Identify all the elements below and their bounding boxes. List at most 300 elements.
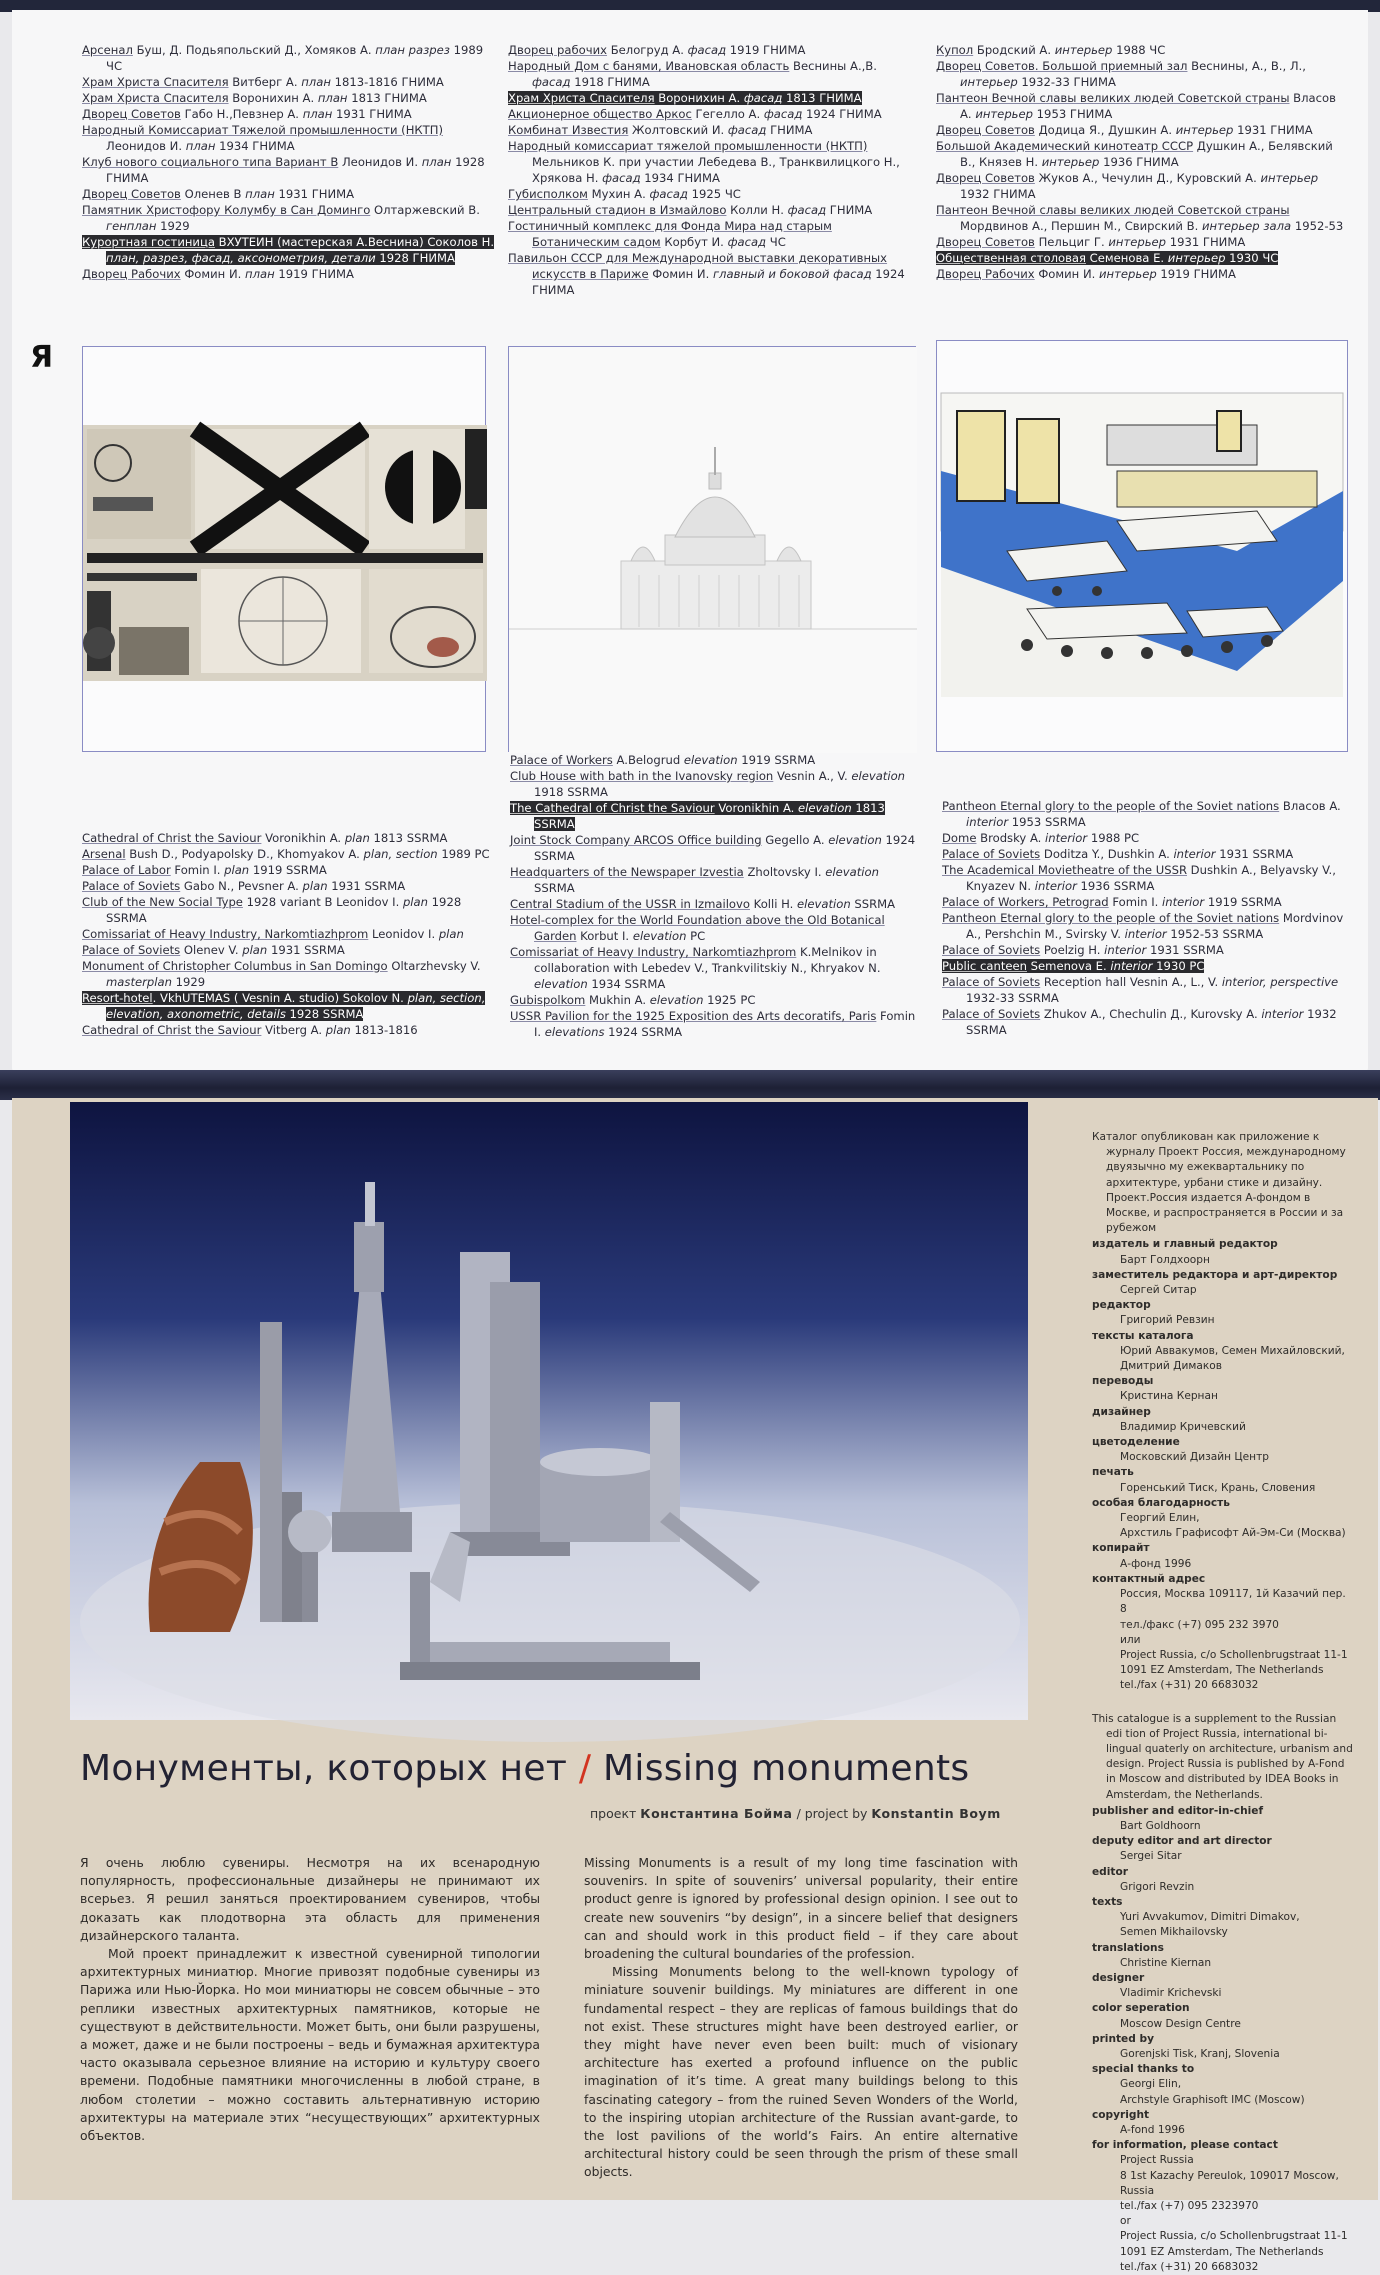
catalogue-entry: [942, 798, 1352, 830]
entry-year-source: 1928 SSRMA: [285, 1007, 364, 1021]
catalogue-entry: [508, 250, 918, 298]
en-catalogue-column-3: [942, 798, 1352, 1038]
credit-value: Project Russia: [1120, 2154, 1194, 2167]
entry-author: Додица Я., Душкин А.: [1034, 123, 1176, 137]
credit-label: контактный адрес: [1092, 1572, 1206, 1585]
entry-author: Гегелло А.: [691, 107, 764, 121]
credit-value: тел./факс (+7) 095 232 3970: [1120, 1618, 1279, 1631]
entry-type: фасад: [649, 187, 688, 201]
entry-title: Monument of Christopher Columbus in San Domingo: [82, 959, 388, 973]
entry-type: elevation: [825, 865, 879, 879]
entry-title: The Academical Movietheatre of the USSR: [942, 863, 1187, 877]
credit-value: Кристина Кернан: [1120, 1390, 1218, 1403]
entry-title: Народный Дом с банями, Ивановская область: [508, 59, 790, 73]
catalogue-entry-text: [936, 171, 1318, 201]
entry-type: plan: [344, 831, 370, 845]
monuments-photo: [70, 1102, 1028, 1720]
catalogue-entry: [508, 218, 918, 250]
title-ru: Монументы, которых нет: [80, 1748, 568, 1789]
entry-author: ВХУТЕИН (мастерская А.Веснина) Соколов Н.: [214, 235, 495, 249]
entry-year-source: 1952-53: [1291, 219, 1344, 233]
entry-title: Акционерное общество Аркос: [508, 107, 692, 121]
credit-label: translations: [1092, 1941, 1164, 1954]
catalogue-entry: [510, 896, 918, 912]
entry-type: interior: [1261, 1007, 1304, 1021]
catalogue-entry: [82, 266, 502, 282]
en-catalogue-column-2: [510, 752, 918, 1040]
entry-year-source: 1989 PC: [437, 847, 490, 861]
catalogue-entry-text: [508, 123, 812, 137]
catalogue-entry: [508, 90, 918, 106]
entry-author: Bush D., Podyapolsky D., Khomyakov A.: [125, 847, 364, 861]
entry-author: Фомин И.: [180, 267, 245, 281]
entry-year-source: 1928 ГНИМА: [375, 251, 455, 265]
catalogue-entry: [936, 138, 1346, 170]
entry-year-source: 1988 PC: [1087, 831, 1140, 845]
catalogue-entry-text: [936, 203, 1343, 233]
article-body-en: [584, 1854, 1018, 2182]
entry-type: interior: [1045, 831, 1088, 845]
credit-label: special thanks to: [1092, 2063, 1195, 2076]
credit-value: Sergei Sitar: [1120, 1850, 1182, 1863]
credit-value: Moscow Design Centre: [1120, 2017, 1241, 2030]
entry-title: Palace of Workers: [510, 753, 613, 767]
catalogue-entry: [82, 106, 502, 122]
entry-year-source: 1989 ЧС: [106, 43, 484, 73]
entry-year-source: 1932 ГНИМА: [960, 187, 1036, 201]
entry-year-source: ГНИМА: [766, 123, 813, 137]
credit-label: дизайнер: [1092, 1405, 1151, 1418]
credit-value: Барт Голдхоорн: [1120, 1253, 1210, 1266]
credit-label: тексты каталога: [1092, 1329, 1194, 1342]
credit-value: Georgi Elin,: [1120, 2078, 1182, 2091]
credit-label: издатель и главный редактор: [1092, 1238, 1278, 1251]
credit-value: Георгий Елин,: [1120, 1512, 1200, 1525]
entry-type: plan: [325, 1023, 351, 1037]
entry-year-source: 1931 ГНИМА: [332, 107, 412, 121]
credit-value: Московский Дизайн Центр: [1120, 1451, 1269, 1464]
catalogue-entry-text: [82, 123, 443, 153]
byline-prefix-ru: проект: [590, 1806, 641, 1821]
credit-label: color seperation: [1092, 2002, 1190, 2015]
catalogue-entry: [508, 202, 918, 218]
entry-type: фасад: [743, 91, 783, 105]
credit-value: tel./fax (+7) 095 2323970: [1120, 2200, 1259, 2213]
entry-type: interior: [1173, 847, 1216, 861]
entry-type: фасад: [727, 235, 767, 249]
catalogue-entry: [510, 1008, 918, 1040]
entry-year-source: 1928 SSRMA: [106, 895, 462, 925]
catalogue-entry-text: [510, 865, 879, 895]
entry-title: Дворец Советов. Большой приемный зал: [936, 59, 1188, 73]
entry-type: интерьер зала: [1201, 219, 1292, 233]
entry-year-source: 1931 ГНИМА: [274, 187, 355, 201]
entry-type: план: [245, 187, 275, 201]
entry-title: Большой Академический кинотеатр СССР: [936, 139, 1194, 153]
entry-title: Центральный стадион в Измайлово: [508, 203, 727, 217]
catalogue-entry: [942, 894, 1352, 910]
entry-type: интерьер: [1108, 235, 1167, 249]
entry-title: USSR Pavilion for the 1925 Exposition des Arts decoratifs, Paris: [510, 1009, 877, 1023]
entry-author: Олтаржевский В.: [370, 203, 480, 217]
entry-year-source: 1919 SSRMA: [737, 753, 816, 767]
catalogue-entry: [82, 830, 492, 846]
catalogue-entry-text: [510, 769, 905, 799]
catalogue-entry-text: [82, 203, 480, 233]
catalogue-entry-text: [82, 1023, 418, 1037]
article-body-ru: [80, 1854, 540, 2145]
entry-author: Zhukov A., Chechulin Д., Kurovsky A.: [1040, 1007, 1262, 1021]
entry-author: Fomin I.: [170, 863, 225, 877]
entry-title: Comissariat of Heavy Industry, Narkomtiazhprom: [510, 945, 797, 959]
credit-value: Vladimir Krichevski: [1120, 1987, 1222, 2000]
entry-year-source: 1919 ГНИМА: [726, 43, 806, 57]
entry-type: plan, section: [363, 847, 438, 861]
entry-author: Korbut I.: [576, 929, 633, 943]
entry-year-source: ГНИМА: [826, 203, 873, 217]
catalogue-entry-text: [508, 107, 882, 121]
entry-author: K.Melnikov in collaboration with Lebedev V., Trankvilitskiy N., Khryakov N.: [534, 945, 881, 975]
entry-type: фасад: [532, 75, 571, 89]
catalogue-entry-text: [942, 895, 1282, 909]
entry-year-source: 1925 PC: [703, 993, 756, 1007]
entry-year-source: 1919 SSRMA: [1204, 895, 1282, 909]
entry-year-source: 1936 SSRMA: [1076, 879, 1155, 893]
public-canteen-drawing: [937, 341, 1349, 753]
entry-year-source: 1934 ГНИМА: [640, 171, 720, 185]
entry-type: интерьер: [1054, 43, 1113, 57]
title-en: Missing monuments: [603, 1748, 970, 1789]
credit-value: Юрий Аввакумов, Семен Михайловский,: [1120, 1344, 1345, 1357]
entry-author: Mukhin A.: [585, 993, 650, 1007]
catalogue-entry: [82, 958, 492, 990]
entry-author: Витберг А.: [228, 75, 302, 89]
entry-title: Общественная столовая: [936, 251, 1086, 265]
entry-author: Oltarzhevsky V.: [387, 959, 481, 973]
entry-year-source: 1952-53 SSRMA: [1166, 927, 1264, 941]
entry-author: Оленев В: [180, 187, 246, 201]
catalogue-entry-text: [82, 43, 483, 73]
entry-author: Габо Н.,Певзнер А.: [180, 107, 303, 121]
entry-title: Храм Христа Спасителя: [82, 91, 229, 105]
entry-year-source: 1934 SSRMA: [587, 977, 666, 991]
entry-title: Губисполком: [508, 187, 588, 201]
catalogue-entry-text: [82, 235, 494, 265]
entry-year-source: ЧС: [766, 235, 786, 249]
entry-title: Central Stadium of the USSR in Izmailovo: [510, 897, 750, 911]
entry-year-source: 1930 ЧС: [1225, 251, 1279, 265]
entry-year-source: 1931 SSRMA: [1146, 943, 1224, 957]
cathedral-elevation-drawing: [509, 347, 917, 753]
entry-year-source: 1919 ГНИМА: [1156, 267, 1236, 281]
entry-author: A.Belogrud: [612, 753, 684, 767]
entry-author: Gabo N., Pevsner A.: [180, 879, 303, 893]
credit-label: особая благодарность: [1092, 1496, 1230, 1509]
entry-title: Arsenal: [82, 847, 126, 861]
entry-type: план: [185, 139, 216, 153]
entry-title: Арсенал: [82, 43, 133, 57]
catalogue-entry-text: [942, 847, 1293, 861]
entry-year-source: 1931 ГНИМА: [1233, 123, 1313, 137]
entry-type: интерьер: [1099, 267, 1157, 281]
catalogue-entry: [510, 800, 918, 832]
catalogue-entry-text: [82, 847, 490, 861]
catalogue-entry: [508, 186, 918, 202]
catalogue-entry-text: [936, 43, 1165, 57]
entry-type: plan: [242, 943, 268, 957]
catalogue-entry-text: [508, 203, 872, 217]
entry-type: plan: [302, 879, 328, 893]
entry-author: Voronikhin A.: [261, 831, 345, 845]
catalogue-entry: [82, 942, 492, 958]
entry-type: elevation: [851, 769, 906, 783]
entry-year-source: 1813-1816 ГНИМА: [330, 75, 444, 89]
ru-catalogue-column-3: [936, 42, 1346, 282]
credit-label: for information, please contact: [1092, 2139, 1278, 2152]
entry-author: Leonidov I.: [368, 927, 439, 941]
entry-year-source: 1924 SSRMA: [604, 1025, 683, 1039]
entry-type: интерьер: [1041, 155, 1100, 169]
catalogue-entry: [510, 944, 918, 992]
entry-author: Brodsky A.: [976, 831, 1046, 845]
catalogue-entry: [942, 910, 1352, 942]
credit-value: or: [1120, 2215, 1131, 2228]
catalogue-entry: [82, 926, 492, 942]
entry-author: Леонидов И.: [338, 155, 422, 169]
body-en-paragraph: Missing Monuments is a result of my long time fascination with souvenirs. In spite of souvenirs’ universal popularity, their entire product genre is ignored by professional design opinion. I see out to create new souvenirs “by design”, in a sincere belief that designers can and should work in this product field – if they care about broadening the cultural boundaries of the profession.: [584, 1855, 1018, 1962]
entry-author: Власов A.: [1279, 799, 1341, 813]
catalogue-entry-text: [942, 975, 1338, 1005]
catalogue-entry: [82, 202, 502, 234]
entry-title: Cathedral of Christ the Saviour: [82, 831, 262, 845]
article-title: [80, 1748, 969, 1789]
entry-year-source: 1813 ГНИМА: [347, 91, 427, 105]
entry-year-source: 1930 PC: [1152, 959, 1205, 973]
entry-title: Palace of Soviets: [942, 847, 1041, 861]
catalogue-entry: [942, 862, 1352, 894]
entry-title: Дворец рабочих: [508, 43, 608, 57]
entry-author: Пельциг Г.: [1034, 235, 1109, 249]
credit-value: Semen Mikhailovsky: [1120, 1926, 1228, 1939]
entry-type: интерьер: [960, 75, 1018, 89]
credit-value: Project Russia, c/o Schollenbrugstraat 11-1: [1120, 2230, 1348, 2243]
entry-year-source: SSRMA: [534, 881, 575, 895]
entry-type: plan: [224, 863, 250, 877]
catalogue-entry: [82, 1022, 492, 1038]
entry-year-source: 1931 SSRMA: [1215, 847, 1294, 861]
entry-author: Буш, Д. Подьяпольский Д., Хомяков А.: [132, 43, 376, 57]
entry-type: фасад: [727, 123, 767, 137]
cathedral-elevation-frame: [508, 346, 916, 752]
entry-title: Дворец Советов: [936, 123, 1035, 137]
entry-title: Club House with bath in the Ivanovsky region: [510, 769, 774, 783]
entry-title: Пантеон Вечной славы великих людей Советской страны: [936, 203, 1290, 217]
entry-type: plan: [402, 895, 428, 909]
catalogue-entry: [510, 832, 918, 864]
catalogue-entry-text: [510, 897, 895, 911]
entry-type: interior, perspective: [1221, 975, 1339, 989]
entry-author: Semenova E.: [1026, 959, 1111, 973]
credit-value: Gorenjski Tisk, Kranj, Slovenia: [1120, 2047, 1280, 2060]
entry-title: Дворец Рабочих: [82, 267, 181, 281]
catalogue-entry-text: [942, 831, 1139, 845]
catalogue-entry-text: [936, 139, 1333, 169]
entry-type: elevation: [632, 929, 687, 943]
catalogue-entry: [508, 106, 918, 122]
entry-title: Palace of Soviets: [82, 879, 181, 893]
catalogue-entry-text: [82, 959, 481, 989]
entry-year-source: 1924 ГНИМА: [802, 107, 882, 121]
catalogue-entry: [82, 846, 492, 862]
entry-author: Dushkin A., Belyavsky V., Knyazev N.: [966, 863, 1336, 893]
entry-type: elevation: [649, 993, 704, 1007]
catalogue-entry-text: [942, 1007, 1337, 1037]
entry-author: Бродский А.: [973, 43, 1055, 57]
catalogue-entry-text: [82, 91, 427, 105]
body-en-paragraph: Missing Monuments belong to the well-known typology of miniature souvenir buildings. My miniatures are different in one fundamental respect – they are replicas of famous buildings that do not exist. These structures might have been destroyed earlier, or they might have never even been built: much of visionary architecture has exerted a profound influence on the public imagination of it’s time. A great many buildings belong to this fascinating category – from the ruined Seven Wonders of the World, to the inspiring utopian architecture of the Russian avant-garde, to the lost pavilions of the world’s Fairs. An entire alternative architectural history could be seen through the prism of these small objects.: [584, 1964, 1018, 2180]
entry-author: Колли Н.: [726, 203, 788, 217]
catalogue-entry: [82, 74, 502, 90]
entry-author: Фомин И.: [1034, 267, 1099, 281]
article-byline: [590, 1806, 1001, 1821]
public-canteen-drawing-frame: [936, 340, 1348, 752]
catalogue-entry-text: [936, 267, 1236, 281]
entry-year-source: 1932 SSRMA: [966, 1007, 1337, 1037]
entry-author: Voronikhin A.: [714, 801, 799, 815]
entry-year-source: 1929: [156, 219, 190, 233]
credit-value: tel./fax (+31) 20 6683032: [1120, 1679, 1259, 1692]
body-ru-paragraph: Я очень люблю сувениры. Несмотря на их всенародную популярность, профессиональные дизайнеры не принимают их всерьез. Я решил заняться проектированием сувениров, чтобы доказать как плодотворна эта область для применения дизайнерского таланта.: [80, 1855, 540, 1943]
entry-year-source: 1931 SSRMA: [327, 879, 406, 893]
entry-year-source: 1953 SSRMA: [1008, 815, 1086, 829]
catalogue-entry: [82, 90, 502, 106]
entry-title: Пантеон Вечной славы великих людей Советской страны: [936, 91, 1290, 105]
credit-value: А-фонд 1996: [1120, 1557, 1192, 1570]
entry-type: план: [302, 107, 333, 121]
credit-label: copyright: [1092, 2108, 1150, 2121]
catalogue-entry-text: [936, 123, 1313, 137]
credit-label: deputy editor and art director: [1092, 1835, 1272, 1848]
catalogue-entry: [510, 864, 918, 896]
entry-type: plan: [438, 927, 464, 941]
entry-type: план: [421, 155, 452, 169]
catalogue-entry: [942, 830, 1352, 846]
catalogue-entry-text: [82, 863, 327, 877]
credit-value: 1091 EZ Amsterdam, The Netherlands: [1120, 2245, 1324, 2258]
entry-type: interior: [1110, 959, 1153, 973]
entry-author: Мордвинов А., Першин М., Свирский В.: [960, 219, 1202, 233]
entry-type: interior: [1104, 943, 1147, 957]
catalogue-entry: [942, 942, 1352, 958]
entry-year-source: 1932-33 SSRMA: [966, 991, 1059, 1005]
credit-value: Арxстиль Графисофт Ай-Эм-Си (Москва): [1120, 1527, 1346, 1540]
catalogue-entry: [936, 90, 1346, 122]
catalogue-entry: [82, 862, 492, 878]
catalogue-entry-text: [942, 863, 1336, 893]
entry-type: фасад: [602, 171, 641, 185]
entry-title: Комбинат Известия: [508, 123, 629, 137]
ru-catalogue-column-1: [82, 42, 502, 282]
section-letter: Я: [30, 340, 54, 375]
credit-label: designer: [1092, 1971, 1145, 1984]
entry-year-source: 1931 ГНИМА: [1166, 235, 1246, 249]
catalogue-entry-text: [942, 799, 1341, 829]
entry-author: Doditza Y., Dushkin A.: [1040, 847, 1174, 861]
catalogue-entry: [942, 958, 1352, 974]
catalogue-entry: [510, 768, 918, 800]
entry-title: Дворец Советов: [936, 171, 1035, 185]
entry-title: Palace of Soviets: [942, 975, 1041, 989]
entry-type: interior: [1162, 895, 1205, 909]
entry-year-source: 1936 ГНИМА: [1099, 155, 1179, 169]
catalogue-entry-text: [510, 913, 885, 943]
entry-year-source: 1813-1816: [350, 1023, 418, 1037]
entry-type: план, разрез, фасад, аксонометрия, детали: [106, 251, 376, 265]
entry-author: Mordvinov A., Pershchin M., Svirsky V.: [966, 911, 1344, 941]
credits-list-ru: [1092, 1237, 1354, 1693]
entry-title: Дворец Советов: [936, 235, 1035, 249]
catalogue-entry: [82, 186, 502, 202]
catalogue-entry-text: [510, 993, 755, 1007]
entry-title: Cathedral of Christ the Saviour: [82, 1023, 262, 1037]
entry-title: Дворец Рабочих: [936, 267, 1035, 281]
catalogue-entry-text: [510, 833, 915, 863]
entry-author: Мельников К. при участии Лебедева В., Транквилицкого Н., Хрякова Н.: [532, 155, 900, 185]
entry-type: interior: [966, 815, 1009, 829]
entry-type: masterplan: [106, 975, 172, 989]
catalogue-entry-text: [82, 991, 485, 1021]
credits-list-en: [1092, 1804, 1354, 2275]
entry-title: Клуб нового социального типа Вариант В: [82, 155, 339, 169]
entry-title: Gubispolkom: [510, 993, 586, 1007]
entry-year-source: 1931 SSRMA: [267, 943, 345, 957]
entry-author: Fomin I.: [534, 1009, 916, 1039]
entry-year-source: 1919 ГНИМА: [274, 267, 354, 281]
entry-year-source: 1813 SSRMA: [369, 831, 448, 845]
catalogue-entry-text: [82, 155, 485, 185]
catalogue-entry: [508, 58, 918, 90]
entry-title: Павильон СССР для Международной выставки декоративных искусств в Париже: [508, 251, 888, 281]
credits-column: [1092, 1130, 1354, 2275]
entry-author: Жуков А., Чечулин Д., Куровский А.: [1034, 171, 1261, 185]
catalogue-entry-text: [82, 927, 464, 941]
catalogue-entry: [510, 992, 918, 1008]
missing-monuments-models: [70, 1102, 1028, 1720]
entry-author: Vitberg A.: [261, 1023, 326, 1037]
entry-year-source: 1924 ГНИМА: [532, 267, 905, 297]
entry-type: план: [245, 267, 275, 281]
author-name-en: Konstantin Boym: [871, 1806, 1001, 1821]
entry-author: Poelzig H.: [1040, 943, 1105, 957]
entry-title: Palace of Workers, Petrograd: [942, 895, 1109, 909]
credit-label: printed by: [1092, 2032, 1154, 2045]
entry-author: Белогруд А.: [607, 43, 688, 57]
credit-label: texts: [1092, 1895, 1123, 1908]
entry-type: plan, section, elevation, axonometric, details: [106, 991, 486, 1021]
catalogue-entry-text: [82, 187, 354, 201]
entry-author: Леонидов И.: [106, 139, 186, 153]
entry-title: Comissariat of Heavy Industry, Narkomtiazhprom: [82, 927, 369, 941]
entry-year-source: 1924 SSRMA: [534, 833, 916, 863]
entry-title: Hotel-complex for the World Foundation above the Old Botanical Garden: [510, 913, 885, 943]
credit-label: цветоделение: [1092, 1436, 1180, 1449]
credit-value: Yuri Avvakumov, Dimitri Dimakov,: [1120, 1911, 1300, 1924]
credit-value: Григорий Ревзин: [1120, 1314, 1215, 1327]
entry-author: Власов А.: [960, 91, 1336, 121]
catalogue-entry-text: [936, 235, 1245, 249]
catalogue-entry: [936, 58, 1346, 90]
catalogue-entry: [936, 42, 1346, 58]
